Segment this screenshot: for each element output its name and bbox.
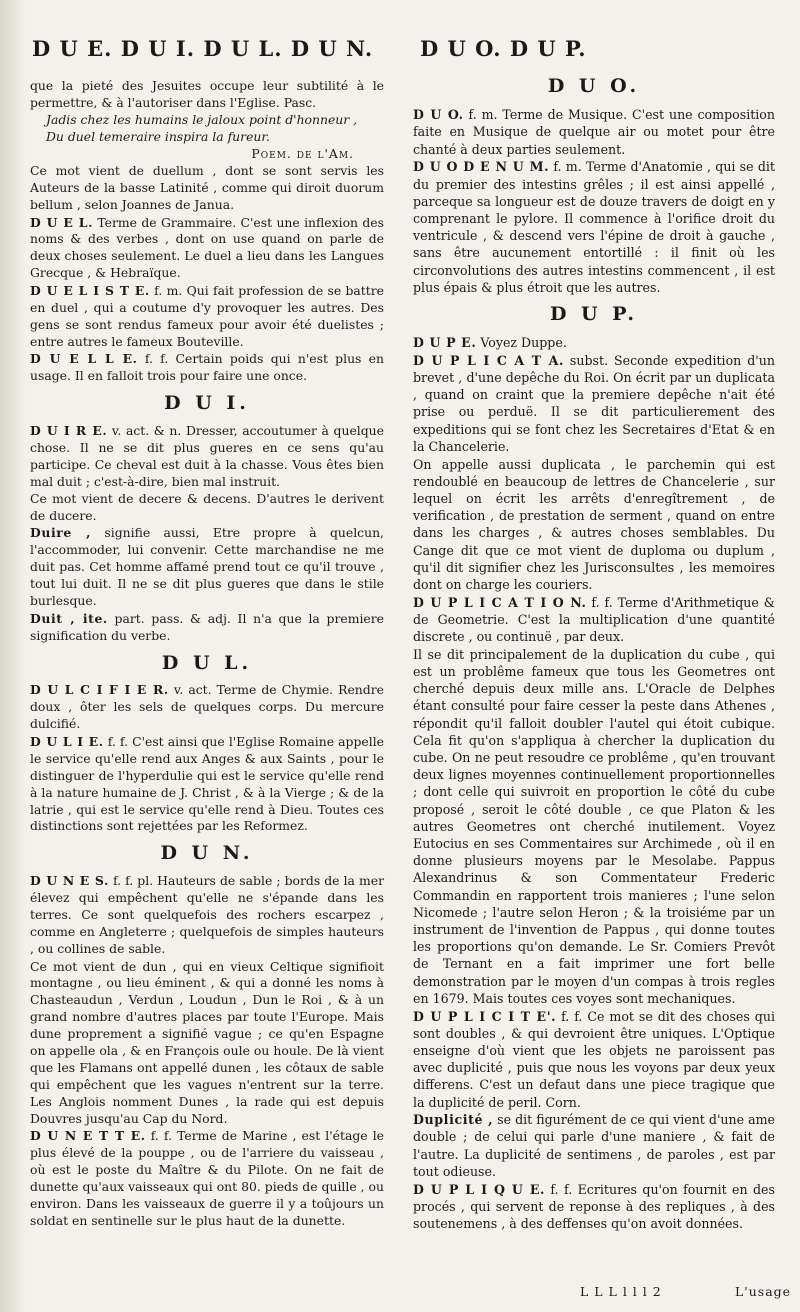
signature-mark: L L L l l l 2 xyxy=(580,1284,662,1299)
headword: D U E L. xyxy=(30,214,93,230)
definition: f. f. pl. Hauteurs de sable ; bords de la mer élevez qui empêchent qu'elle ne s'épande dans les terres. Ce sont quelquefois des rochers escarpez , comme en Angleterre ; quelquefois de simples hauteurs , ou collines de sable. xyxy=(30,873,384,957)
headword: D U L I E. xyxy=(30,733,104,749)
left-column xyxy=(30,78,384,1231)
headword: D U P L I C I T E'. xyxy=(413,1008,557,1024)
headword: D U E L I S T E. xyxy=(30,282,150,298)
definition: f. m. Terme de Musique. C'est une composition faite en Musique de quelque air ou motet pour être chanté à deux parties seulement. xyxy=(413,107,775,157)
entry-dueliste xyxy=(30,283,384,351)
definition: f. f. Ce mot se dit des choses qui sont doubles , & qui devroient être uniques. L'Optique enseigne d'où vient que les objets ne paroissent pas avec duplicité , puis que nous les voyons par deux yeux differens. C'est un defaut dans une piece tragique que la duplicité de peril. Corn. xyxy=(413,1008,775,1110)
right-column xyxy=(413,75,775,1233)
definition: part. pass. & adj. Il n'a que la premiere signification du verbe. xyxy=(30,610,384,643)
page-gutter-shadow xyxy=(0,0,26,1312)
entry-dunes xyxy=(30,873,384,958)
definition: subst. Seconde expedition d'un brevet , d'une depêche du Roi. On écrit par un duplicata , quand on craint que la premiere depêche n'ait été prise ou perduë. Il se dit particulierement des expeditions qui se font chez les Secretaires d'Etat & en la Chancelerie. xyxy=(413,352,775,454)
definition: signifie aussi, Etre propre à quelcun, l'accommoder, lui convenir. Cette marchandise ne me duit pas. Cet homme affamé prend tout ce qu'il trouve , tout lui duit. Il ne se dit plus gueres que dans le stile burlesque. xyxy=(30,525,384,609)
running-head-left: D U E. D U I. D U L. D U N. xyxy=(32,36,374,61)
definition: f. f. Terme d'Arithmetique & de Geometrie. C'est la multiplication d'une quantité discrete , ou continuë , par deux. xyxy=(413,594,775,645)
entry-duplication-sense-2: Il se dit principalement de la duplication du cube , qui est un problême fameux que tous les Geometres ont cherché depuis deux mille ans. L'Oracle de Delphes étant consulté pour faire cesser la peste dans Athenes , répondit qu'il falloit doubler l'autel qui étoit cubique. Cela fit qu'on s'appliqua à chercher la duplication du cube. On ne peut resoudre ce problême , qu'en trouvant deux lignes moyennes continuellement proportionnelles ; dont celle qui suivroit en proportion le côté du cube proposé , seroit le côté double , ce que Platon & les autres Geometres ont cherché inutilement. Voyez Eutocius en ses Commentaires sur Archimede , où il en donne plusieurs moyens par le Mesolabe. Pappus Alexandrinus & son Commentateur Frederic Commandin en rapportent trois manieres ; l'une selon Nicomede ; l'autre selon Heron ; & la troisiéme par un instrument de l'invention de Pappus , qui donne toutes les proportions qu'on demande. Le Sr. Comiers Prevôt de Ternant en a fait imprimer une fort belle demonstration par le moyen d'un compas à trois regles en 1679. Mais toutes ces voyes sont mechaniques. xyxy=(413,646,775,1006)
section-heading: D U O. xyxy=(547,75,641,97)
entry-duodenum xyxy=(413,158,775,296)
definition: f. f. Ecritures qu'on fournit en des procés , qui servent de reponse à des repliques , à des soutenemens , à des deffenses qu'on avoit données. xyxy=(413,1181,775,1231)
definition: f. f. C'est ainsi que l'Eglise Romaine appelle le service qu'elle rend aux Anges & aux Saints , pour le distinguer de l'hyperdulie qui est le service qu'elle rend à la nature humaine de J. Christ , & à la Vierge ; & de la latrie , qui est le service qu'elle rend à Dieu. Toutes ces distinctions sont rejettées par les Reformez. xyxy=(30,733,384,834)
etymology-note: Ce mot vient de duellum , dont se sont servis les Auteurs de la basse Latinité , comme qui diroit duorum bellum , selon Joannes de Janua. xyxy=(30,163,384,213)
entry-duplicite xyxy=(413,1008,775,1111)
entry-duplique xyxy=(413,1181,775,1233)
verse-line: Jadis chez les humains le jaloux point d'honneur , xyxy=(46,112,358,128)
entry-duplicite-sense-2 xyxy=(413,1111,775,1180)
entry-duplication xyxy=(413,594,775,646)
headword: D U O. xyxy=(413,107,464,123)
definition: f. m. Qui fait profession de se battre en duel , qui a coutume d'y provoquer les autres. Des gens se sont rendus fameux pour avoir été duelistes ; entre autres le fameux Bouteville. xyxy=(30,282,384,349)
entry-duplicata xyxy=(413,352,775,455)
headword: D U N E T T E. xyxy=(30,1128,146,1144)
definition: se dit figurément de ce qui vient d'une ame double ; de celui qui parle d'une maniere , & fait de l'autre. La duplicité de sentimens , de paroles , est par tout odieuse. xyxy=(413,1112,775,1179)
entry-duire xyxy=(30,423,384,491)
entry-dulie xyxy=(30,734,384,836)
entry-dunette xyxy=(30,1128,384,1230)
definition: v. act. & n. Dresser, accoutumer à quelque chose. Il ne se dit plus gueres en ce sens qu'au participe. Ce cheval est duit à la chasse. Vous êtes bien mal duit ; c'est-à-dire, bien mal instruit. xyxy=(30,422,384,489)
definition: v. act. Terme de Chymie. Rendre doux , ôter les sels de quelques corps. Du mercure dulcifié. xyxy=(30,682,384,732)
headword: Duit , ite. xyxy=(30,610,108,626)
entry-duel xyxy=(30,215,384,283)
verse-source: Poem. de l'Am. xyxy=(251,146,354,162)
headword: D U P L I C A T A. xyxy=(413,352,564,368)
etymology-note: Ce mot vient de decere & decens. D'autres le derivent de ducere. xyxy=(30,491,384,523)
headword: D U I R E. xyxy=(30,422,108,438)
headword: Duplicité , xyxy=(413,1112,494,1128)
definition: Terme de Grammaire. C'est une inflexion des noms & des verbes , dont on use quand on parle de deux choses seulement. Le duel a lieu dans les Langues Grecque , & Hebraïque. xyxy=(30,214,384,281)
page-footer xyxy=(580,1284,792,1299)
running-head-right: D U O. D U P. xyxy=(420,36,587,61)
entry-duit xyxy=(30,611,384,645)
entry-duire-sense-2 xyxy=(30,525,384,610)
section-heading: D U L. xyxy=(161,651,253,674)
entry-dulcifier xyxy=(30,682,384,733)
headword: Duire , xyxy=(30,525,92,541)
entry-duplicata-sense-2: On appelle aussi duplicata , le parchemin qui est rendoublé en beaucoup de lettres de Chancelerie , sur lequel on écrit les arrêts d'enregîtrement , de verification , de prestation de serment , quand on entre dans les charges , & autres choses semblables. Du Cange dit que ce mot vient de duploma ou duplum , qu'il dit signifier chez les Jurisconsultes , les memoires dont on charge les couriers. xyxy=(413,456,775,592)
section-heading: D U P. xyxy=(549,302,639,325)
definition: f. f. Terme de Marine , est l'étage le plus élevé de la pouppe , ou de l'arriere du vaisseau , où est le poste du Maître & du Pilote. On ne fait de dunette qu'aux vaisseaux qui ont 80. pieds de quille , ou environ. Dans les vaisseaux de guerre il y a toûjours un soldat en sentinelle sur le plus haut de la dunette. xyxy=(30,1128,384,1229)
continued-entry: que la pieté des Jesuites occupe leur subtilité à le permettre, & à l'autoriser dans l'Eglise. Pasc. xyxy=(30,78,384,110)
headword: D U P E. xyxy=(413,335,477,351)
catchword: L'usage xyxy=(735,1284,792,1299)
headword: D U P L I Q U E. xyxy=(413,1181,546,1197)
definition: Voyez Duppe. xyxy=(476,335,567,351)
entry-duelle xyxy=(30,351,384,385)
entry-dupe xyxy=(413,334,775,351)
headword: D U P L I C A T I O N. xyxy=(413,594,587,610)
entry-duo xyxy=(413,106,775,158)
definition: f. f. Certain poids qui n'est plus en usage. Il en falloit trois pour faire une once. xyxy=(30,351,384,383)
section-heading: D U N. xyxy=(160,842,254,865)
verse-line: Du duel temeraire inspira la fureur. xyxy=(46,129,270,145)
headword: D U N E S. xyxy=(30,873,109,889)
etymology-note: Ce mot vient de dun , qui en vieux Celtique signifioit montagne , ou lieu éminent , & qui a donné les noms à Chasteaudun , Verdun , Loudun , Dun le Roi , & à un grand nombre d'autres places par toute l'Europe. Mais dune proprement a signifié vague ; ce qu'en Espagne on appelle ola , & en François oule ou houle. De là vient que les Flamans ont appellé dunen , les côtaux de sable qui empêchent que les vagues n'entrent sur la terre. Les Anglois nomment Dunes , la rade qui est depuis Douvres jusqu'au Cap du Nord. xyxy=(30,958,384,1126)
headword: D U E L L E. xyxy=(30,351,138,366)
headword: D U O D E N U M. xyxy=(413,159,550,175)
section-heading: D U I. xyxy=(164,391,250,414)
headword: D U L C I F I E R. xyxy=(30,682,169,698)
definition: f. m. Terme d'Anatomie , qui se dit du premier des intestins grêles ; il est ainsi appellé , parceque sa longueur est de douze travers de doigt en y comprenant le pylore. Il commence à l'orifice droit du ventricule , & descend vers l'épine de droit à gauche , sans être aucunement entortillé : il finit où les circonvolutions des autres intestins commencent , il est plus épais & plus étroit que les autres. xyxy=(413,159,775,295)
